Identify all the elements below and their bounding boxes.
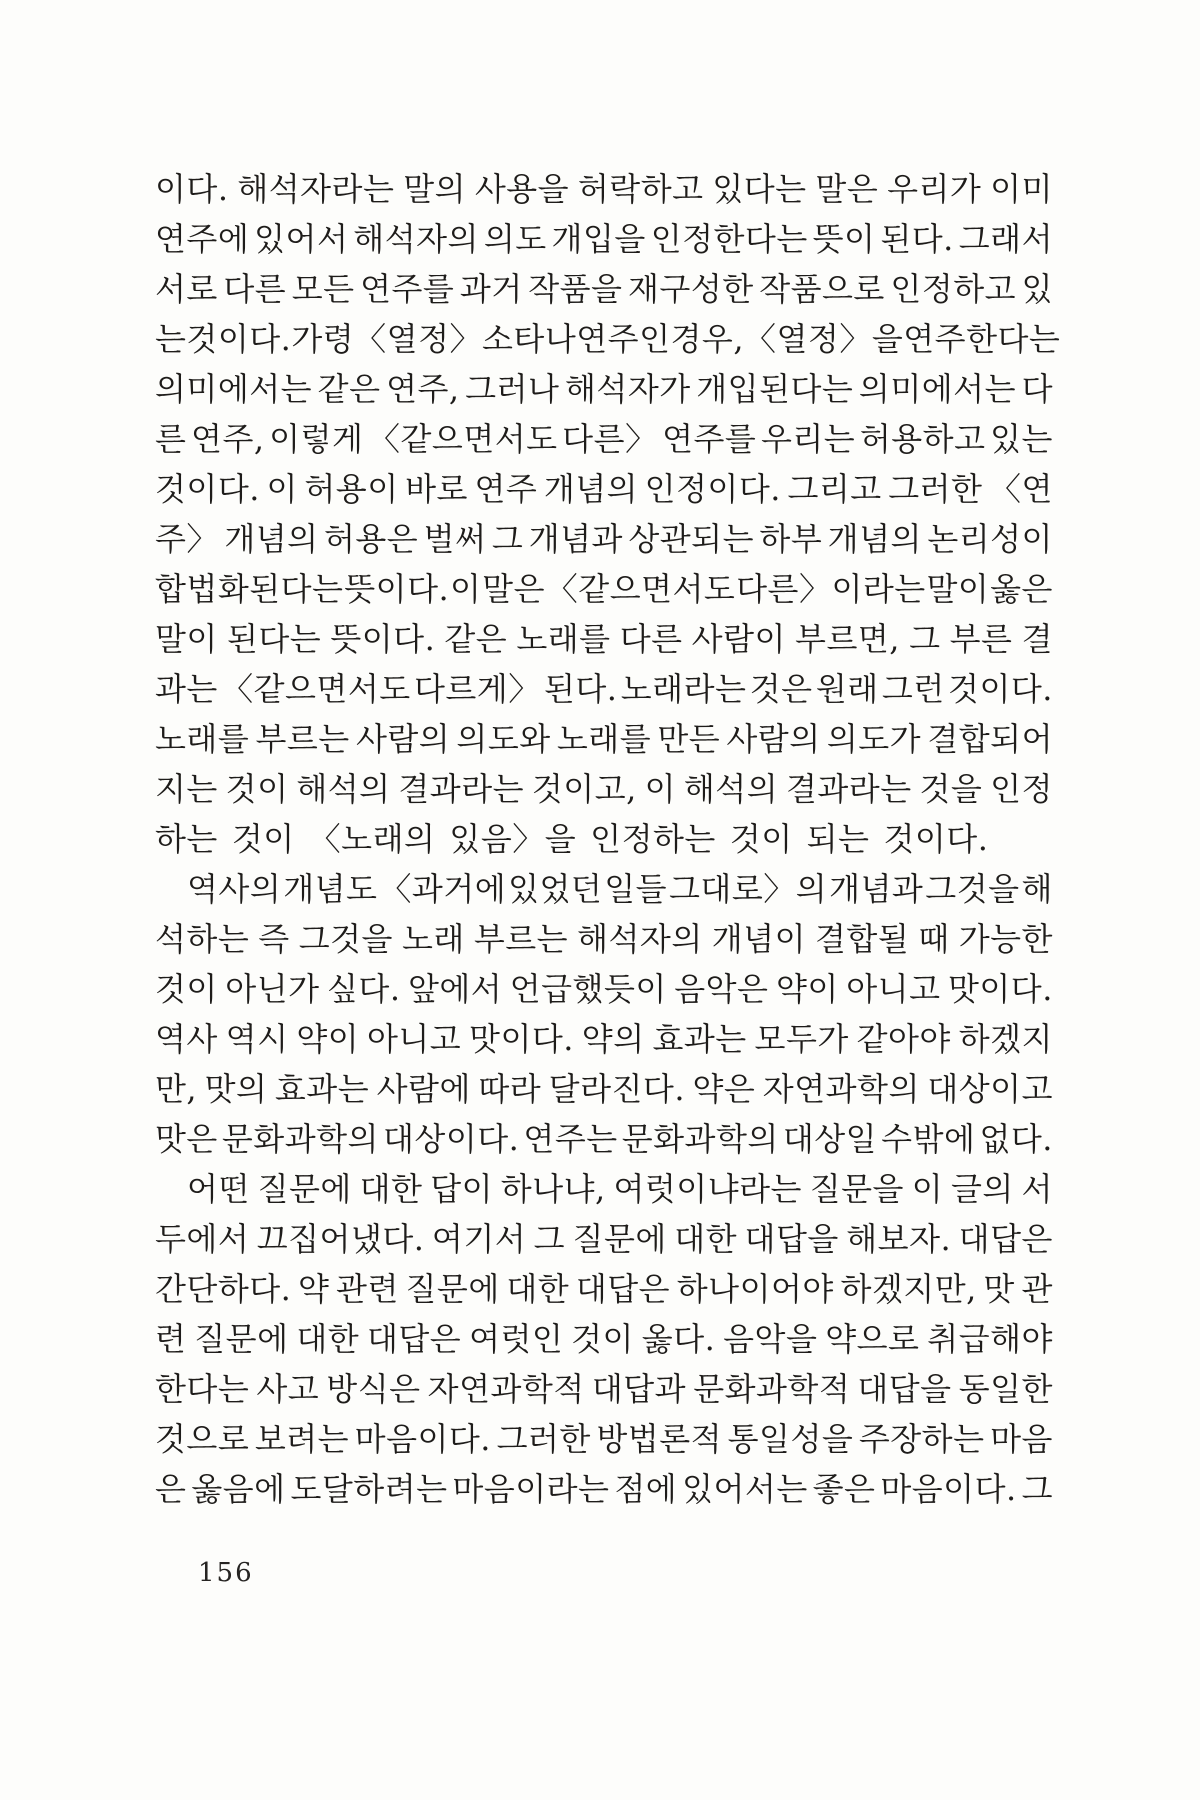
text-line: 하는 것이 〈노래의 있음〉을 인정하는 것이 되는 것이다. — [155, 820, 989, 858]
text-line: 합법화된다는 뜻이다. 이 말은 〈같으면서도 다른〉이라는 말이 옳은 — [155, 570, 1053, 608]
text-line: 는 것이다. 가령 〈열정〉 소타나 연주인 경우, 〈열정〉을 연주한다는 — [155, 320, 1061, 358]
text-line: 지는 것이 해석의 결과라는 것이고, 이 해석의 결과라는 것을 인정 — [155, 770, 1053, 808]
text-line: 역사 역시 약이 아니고 맛이다. 약의 효과는 모두가 같아야 하겠지 — [155, 1020, 1053, 1058]
text-line: 것이다. 이 허용이 바로 연주 개념의 인정이다. 그리고 그러한 〈연 — [155, 470, 1053, 508]
text-block — [155, 162, 1061, 1512]
page-number: 156 — [198, 1558, 254, 1588]
text-line: 주〉 개념의 허용은 벌써 그 개념과 상관되는 하부 개념의 논리성이 — [155, 520, 1053, 558]
text-line: 어떤 질문에 대한 답이 하나냐, 여럿이냐라는 질문을 이 글의 서 — [187, 1170, 1053, 1208]
text-line: 것이 아닌가 싶다. 앞에서 언급했듯이 음악은 약이 아니고 맛이다. — [155, 970, 1053, 1008]
text-line: 맛은 문화과학의 대상이다. 연주는 문화과학의 대상일 수밖에 없다. — [155, 1120, 1053, 1158]
text-line: 연주에 있어서 해석자의 의도 개입을 인정한다는 뜻이 된다. 그래서 — [155, 220, 1053, 258]
text-line: 한다는 사고 방식은 자연과학적 대답과 문화과학적 대답을 동일한 — [155, 1370, 1053, 1408]
text-line: 만, 맛의 효과는 사람에 따라 달라진다. 약은 자연과학의 대상이고 — [155, 1070, 1053, 1108]
text-line: 련 질문에 대한 대답은 여럿인 것이 옳다. 음악을 약으로 취급해야 — [155, 1320, 1053, 1358]
text-line: 역사의 개념도 〈과거에 있었던 일들 그대로〉의 개념과 그것을 해 — [187, 870, 1053, 908]
text-line: 른 연주, 이렇게 〈같으면서도 다른〉 연주를 우리는 허용하고 있는 — [155, 420, 1053, 458]
text-line: 두에서 끄집어냈다. 여기서 그 질문에 대한 대답을 해보자. 대답은 — [155, 1220, 1053, 1258]
text-line: 이다. 해석자라는 말의 사용을 허락하고 있다는 말은 우리가 이미 — [155, 170, 1053, 208]
text-line: 석하는 즉 그것을 노래 부르는 해석자의 개념이 결합될 때 가능한 — [155, 920, 1053, 958]
text-line: 말이 된다는 뜻이다. 같은 노래를 다른 사람이 부르면, 그 부른 결 — [155, 620, 1053, 658]
text-line: 서로 다른 모든 연주를 과거 작품을 재구성한 작품으로 인정하고 있 — [155, 270, 1053, 308]
text-line: 은 옳음에 도달하려는 마음이라는 점에 있어서는 좋은 마음이다. 그 — [155, 1470, 1053, 1508]
text-line: 노래를 부르는 사람의 의도와 노래를 만든 사람의 의도가 결합되어 — [155, 720, 1053, 758]
text-line: 의미에서는 같은 연주, 그러나 해석자가 개입된다는 의미에서는 다 — [155, 370, 1053, 408]
text-line: 과는 〈같으면서도 다르게〉 된다. 노래라는 것은 원래 그런 것이다. — [155, 670, 1053, 708]
text-line: 간단하다. 약 관련 질문에 대한 대답은 하나이어야 하겠지만, 맛 관 — [155, 1270, 1053, 1308]
text-line: 것으로 보려는 마음이다. 그러한 방법론적 통일성을 주장하는 마음 — [155, 1420, 1053, 1458]
